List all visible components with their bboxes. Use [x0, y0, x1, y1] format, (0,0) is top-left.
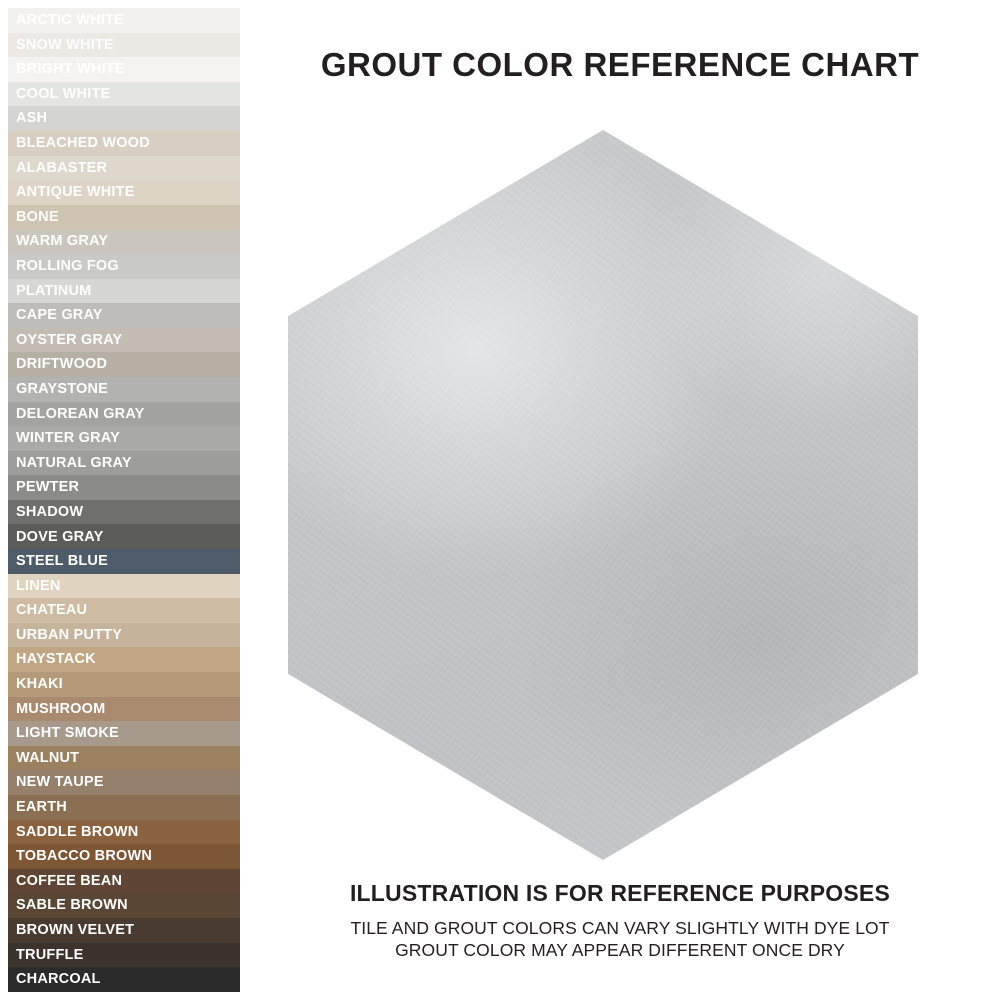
swatch-label: HAYSTACK — [16, 651, 96, 668]
swatch-label: WARM GRAY — [16, 233, 109, 250]
swatch-row[interactable] — [8, 156, 240, 181]
swatch-row[interactable] — [8, 770, 240, 795]
swatch-row[interactable] — [8, 377, 240, 402]
swatch-row[interactable] — [8, 967, 240, 992]
swatch-label: BLEACHED WOOD — [16, 135, 150, 152]
footer-note — [250, 880, 990, 962]
swatch-row[interactable] — [8, 180, 240, 205]
swatch-row[interactable] — [8, 8, 240, 33]
swatch-row[interactable] — [8, 106, 240, 131]
swatch-label: COFFEE BEAN — [16, 872, 123, 889]
footer-heading: ILLUSTRATION IS FOR REFERENCE PURPOSES — [349, 880, 891, 906]
footer-line-2: GROUT COLOR MAY APPEAR DIFFERENT ONCE DRY — [395, 940, 845, 961]
swatch-row[interactable] — [8, 524, 240, 549]
swatch-label: STEEL BLUE — [16, 553, 108, 570]
swatch-label: ASH — [16, 110, 48, 127]
swatch-row[interactable] — [8, 254, 240, 279]
swatch-row[interactable] — [8, 697, 240, 722]
swatch-row[interactable] — [8, 328, 240, 353]
swatch-label: DOVE GRAY — [16, 528, 104, 545]
swatch-legend-column — [8, 8, 240, 992]
swatch-row[interactable] — [8, 33, 240, 58]
swatch-row[interactable] — [8, 598, 240, 623]
swatch-row[interactable] — [8, 574, 240, 599]
swatch-label: PLATINUM — [16, 282, 92, 299]
swatch-label: SADDLE BROWN — [16, 823, 139, 840]
swatch-row[interactable] — [8, 451, 240, 476]
swatch-label: WALNUT — [16, 749, 80, 766]
swatch-label: ANTIQUE WHITE — [16, 184, 135, 201]
swatch-label: BONE — [16, 208, 59, 225]
swatch-label: KHAKI — [16, 676, 63, 693]
swatch-row[interactable] — [8, 131, 240, 156]
swatch-label: NATURAL GRAY — [16, 454, 132, 471]
swatch-row[interactable] — [8, 820, 240, 845]
swatch-label: ROLLING FOG — [16, 257, 119, 274]
swatch-label: CHARCOAL — [16, 971, 101, 988]
swatch-label: SNOW WHITE — [16, 36, 114, 53]
swatch-label: SABLE BROWN — [16, 897, 128, 914]
swatch-label: TRUFFLE — [16, 946, 84, 963]
footer-line-1: TILE AND GROUT COLORS CAN VARY SLIGHTLY WITH DYE LOT — [350, 918, 890, 938]
swatch-label: EARTH — [16, 799, 67, 816]
swatch-row[interactable] — [8, 893, 240, 918]
page-title: GROUT COLOR REFERENCE CHART — [320, 46, 920, 83]
swatch-row[interactable] — [8, 352, 240, 377]
swatch-label: TOBACCO BROWN — [16, 848, 153, 865]
tile-illustration — [288, 130, 918, 860]
swatch-label: LIGHT SMOKE — [16, 725, 119, 742]
swatch-label: CHATEAU — [16, 602, 88, 619]
swatch-label: CAPE GRAY — [16, 307, 103, 324]
swatch-row[interactable] — [8, 303, 240, 328]
swatch-row[interactable] — [8, 795, 240, 820]
hexagon-tile — [288, 130, 918, 860]
swatch-row[interactable] — [8, 869, 240, 894]
swatch-row[interactable] — [8, 205, 240, 230]
swatch-label: DELOREAN GRAY — [16, 405, 145, 422]
swatch-label: GRAYSTONE — [16, 380, 109, 397]
swatch-label: WINTER GRAY — [16, 430, 120, 447]
swatch-label: SHADOW — [16, 503, 84, 520]
swatch-label: ARCTIC WHITE — [16, 12, 124, 29]
swatch-row[interactable] — [8, 57, 240, 82]
swatch-row[interactable] — [8, 229, 240, 254]
swatch-row[interactable] — [8, 500, 240, 525]
swatch-label: DRIFTWOOD — [16, 356, 108, 373]
swatch-row[interactable] — [8, 721, 240, 746]
swatch-label: COOL WHITE — [16, 85, 111, 102]
swatch-label: URBAN PUTTY — [16, 626, 123, 643]
swatch-label: BRIGHT WHITE — [16, 61, 125, 78]
swatch-row[interactable] — [8, 475, 240, 500]
swatch-label: MUSHROOM — [16, 700, 106, 717]
swatch-row[interactable] — [8, 844, 240, 869]
swatch-label: OYSTER GRAY — [16, 331, 123, 348]
swatch-row[interactable] — [8, 549, 240, 574]
swatch-row[interactable] — [8, 426, 240, 451]
swatch-label: PEWTER — [16, 479, 80, 496]
swatch-row[interactable] — [8, 279, 240, 304]
swatch-row[interactable] — [8, 746, 240, 771]
swatch-label: ALABASTER — [16, 159, 108, 176]
swatch-row[interactable] — [8, 623, 240, 648]
swatch-row[interactable] — [8, 918, 240, 943]
swatch-label: NEW TAUPE — [16, 774, 104, 791]
swatch-label: LINEN — [16, 577, 61, 594]
swatch-row[interactable] — [8, 672, 240, 697]
swatch-row[interactable] — [8, 647, 240, 672]
swatch-row[interactable] — [8, 943, 240, 968]
swatch-row[interactable] — [8, 82, 240, 107]
swatch-label: BROWN VELVET — [16, 922, 135, 939]
swatch-row[interactable] — [8, 402, 240, 427]
